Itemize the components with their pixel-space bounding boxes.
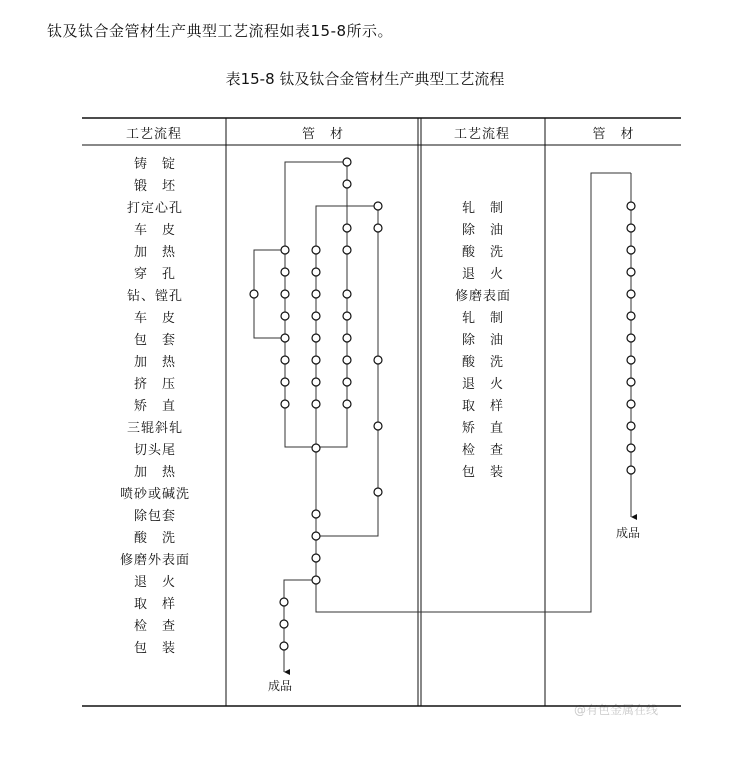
flow-node-c5-r20 (280, 598, 288, 606)
left-step-20: 退 火 (133, 575, 176, 590)
left-step-6: 穿 孔 (133, 267, 176, 282)
right-step-4: 退 火 (461, 267, 504, 282)
left-output-label: 成品 (268, 679, 293, 693)
watermark: @有色金属在线 (574, 703, 659, 717)
flow-node-c6-r4 (627, 246, 635, 254)
flow-node-c1-r9 (281, 356, 289, 364)
flow-node-c3-r6 (343, 290, 351, 298)
left-step-17: 除包套 (133, 509, 176, 524)
flow-node-c6-r8 (627, 334, 635, 342)
flow-node-c4-r9 (374, 356, 382, 364)
flow-node-c4-r15 (374, 488, 382, 496)
right-step-13: 包 装 (461, 465, 504, 480)
left-step-1: 铸 锭 (133, 157, 176, 172)
flow-node-c2-r6 (312, 290, 320, 298)
flow-node-c2-r5 (312, 268, 320, 276)
flow-node-c3-r8 (343, 334, 351, 342)
flow-node-c3-r3 (343, 224, 351, 232)
flow-node-c3-r4 (343, 246, 351, 254)
right-step-7: 除 油 (461, 333, 504, 348)
flow-node-c2-r16 (312, 510, 320, 518)
flow-node-c2-r17 (312, 532, 320, 540)
flow-node-c2-r9 (312, 356, 320, 364)
left-step-2: 锻 坯 (133, 179, 176, 194)
flow-node-c1-r10 (281, 378, 289, 386)
flow-node-c6-r5 (627, 268, 635, 276)
flow-node-c2-r7 (312, 312, 320, 320)
flow-node-c0-r6 (250, 290, 258, 298)
flow-node-c2-r10 (312, 378, 320, 386)
left-step-22: 检 查 (133, 619, 176, 634)
left-step-23: 包 装 (133, 641, 176, 656)
left-step-15: 加 热 (133, 465, 176, 480)
flow-node-c3-r0 (343, 158, 351, 166)
flow-node-c6-r2 (627, 202, 635, 210)
flow-node-c1-r4 (281, 246, 289, 254)
flow-left-tail (284, 580, 316, 672)
flow-node-c2-r13 (312, 444, 320, 452)
right-step-1: 轧 制 (461, 201, 504, 216)
flow-node-c1-r5 (281, 268, 289, 276)
flow-cross-connector (316, 173, 631, 612)
left-step-9: 包 套 (133, 333, 176, 348)
right-step-3: 酸 洗 (461, 245, 504, 260)
right-step-11: 矫 直 (461, 421, 504, 436)
flow-node-c6-r13 (627, 444, 635, 452)
left-step-5: 加 热 (133, 245, 176, 260)
flow-branch-a-loop (254, 250, 285, 338)
flow-node-c6-r3 (627, 224, 635, 232)
flow-node-c1-r7 (281, 312, 289, 320)
flow-node-c6-r14 (627, 466, 635, 474)
flow-node-c3-r7 (343, 312, 351, 320)
flow-main-trunk (316, 162, 347, 447)
flow-node-c5-r22 (280, 642, 288, 650)
left-step-18: 酸 洗 (133, 531, 176, 546)
left-step-11: 挤 压 (133, 377, 176, 392)
flow-node-c6-r9 (627, 356, 635, 364)
right-step-5: 修磨表面 (454, 289, 511, 304)
right-step-12: 检 查 (461, 443, 504, 458)
left-step-8: 车 皮 (133, 311, 176, 326)
flow-branch-a-join (285, 404, 316, 447)
right-step-6: 轧 制 (461, 311, 504, 326)
flow-node-c6-r7 (627, 312, 635, 320)
flow-node-c1-r8 (281, 334, 289, 342)
left-step-3: 打定心孔 (126, 201, 183, 216)
left-step-7: 钻、镗孔 (126, 289, 183, 304)
col4-header: 管 材 (592, 127, 635, 142)
left-step-10: 加 热 (133, 355, 176, 370)
flow-node-c2-r19 (312, 576, 320, 584)
flow-node-c6-r10 (627, 378, 635, 386)
flow-node-c6-r11 (627, 400, 635, 408)
table-caption: 表15-8 钛及钛合金管材生产典型工艺流程 (225, 70, 505, 88)
intro-text: 钛及钛合金管材生产典型工艺流程如表15-8所示。 (47, 22, 394, 40)
col1-header: 工艺流程 (125, 127, 182, 142)
right-step-2: 除 油 (461, 223, 504, 238)
flow-node-c1-r6 (281, 290, 289, 298)
flow-node-c1-r11 (281, 400, 289, 408)
left-step-21: 取 样 (133, 597, 176, 612)
flow-node-c6-r6 (627, 290, 635, 298)
flow-node-c2-r18 (312, 554, 320, 562)
flow-node-c2-r8 (312, 334, 320, 342)
right-step-8: 酸 洗 (461, 355, 504, 370)
flow-node-c3-r9 (343, 356, 351, 364)
right-output-label: 成品 (616, 526, 641, 540)
flow-node-c3-r10 (343, 378, 351, 386)
col2-header: 管 材 (301, 127, 344, 142)
left-step-16: 喷砂或碱洗 (119, 487, 190, 502)
flow-node-c4-r2 (374, 202, 382, 210)
flow-node-c5-r21 (280, 620, 288, 628)
flow-node-c3-r1 (343, 180, 351, 188)
left-step-12: 矫 直 (133, 399, 176, 414)
flow-node-c4-r12 (374, 422, 382, 430)
flow-node-c3-r11 (343, 400, 351, 408)
col3-header: 工艺流程 (453, 127, 510, 142)
left-step-4: 车 皮 (133, 223, 176, 238)
left-step-14: 切头尾 (133, 443, 176, 458)
left-step-13: 三辊斜轧 (126, 421, 183, 436)
right-step-9: 退 火 (461, 377, 504, 392)
flow-node-c2-r4 (312, 246, 320, 254)
flow-node-c6-r12 (627, 422, 635, 430)
flow-node-c4-r3 (374, 224, 382, 232)
right-step-10: 取 样 (461, 399, 504, 414)
flow-node-c2-r11 (312, 400, 320, 408)
left-step-19: 修磨外表面 (119, 553, 190, 568)
